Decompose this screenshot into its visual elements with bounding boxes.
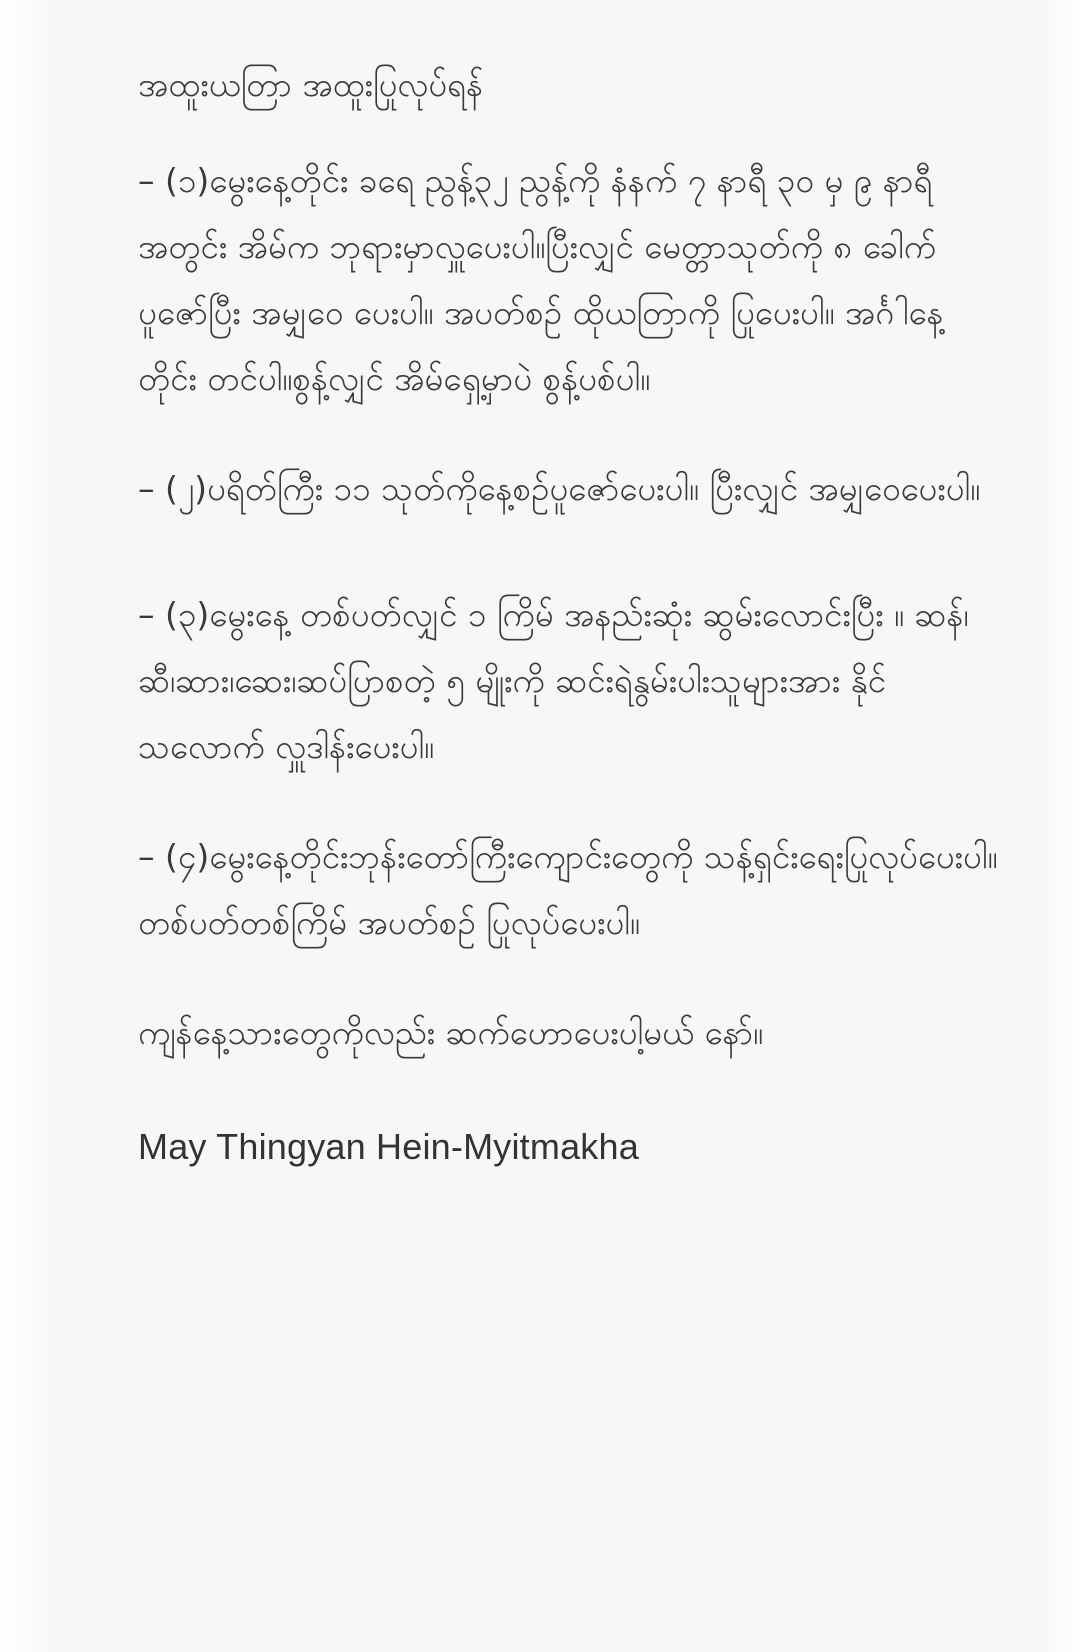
author-signature: May Thingyan Hein-Myitmakha	[138, 1126, 639, 1167]
instruction-item-1: – (၁)မွေးနေ့တိုင်း ခရေ ညွန့်၃၂ ညွန့်ကို နံနက် ၇ နာရီ ၃၀ မှ ၉ နာရီအတွင်း အိမ်က ဘုရားမှာလှူပေးပါ။ပြီးလျှင် မေတ္တာသုတ်ကို ၈ ခေါက်ပူဇော်ပြီး အမျှဝေ ပေးပါ။ အပတ်စဉ် ထိုယတြာကို ပြုပေးပါ။ အင်္ဂါနေ့တိုင်း တင်ပါ။စွန့်လျှင် အိမ်ရှေ့မှာပဲ စွန့်ပစ်ပါ။	[138, 161, 944, 398]
document-title: အထူးယတြာ အထူးပြုလုပ်ရန်	[138, 65, 484, 104]
instruction-item-3: – (၃)မွေးနေ့ တစ်ပတ်လျှင် ၁ ကြိမ် အနည်းဆုံး ဆွမ်းလောင်းပြီး ။ ဆန်၊ဆီ၊ဆား၊ဆေး၊ဆပ်ပြာစတဲ့ ၅ မျိုးကို ဆင်းရဲနွမ်းပါးသူများအား နိုင်သလောက် လှူဒါန်းပေးပါ။	[138, 595, 969, 766]
instruction-item-2: – (၂)ပရိတ်ကြီး ၁၁ သုတ်ကိုနေ့စဉ်ပူဇော်ပေးပါ။ ပြီးလျှင် အမျှဝေပေးပါ။	[138, 469, 981, 508]
page-edge-right	[1040, 0, 1080, 1652]
closing-note: ကျန်နေ့သားတွေကိုလည်း ဆက်ဟောပေးပါ့မယ် နော်။	[138, 1013, 764, 1052]
page-edge-left	[0, 0, 60, 1652]
instruction-item-4: – (၄)မွေးနေ့တိုင်းဘုန်းတော်ကြီးကျောင်းတွေကို သန့်ရှင်းရေးပြုလုပ်ပေးပါ။ တစ်ပတ်တစ်ကြိမ် အပတ်စဉ် ပြုလုပ်ပေးပါ။	[138, 837, 998, 942]
document-body	[138, 52, 998, 1180]
